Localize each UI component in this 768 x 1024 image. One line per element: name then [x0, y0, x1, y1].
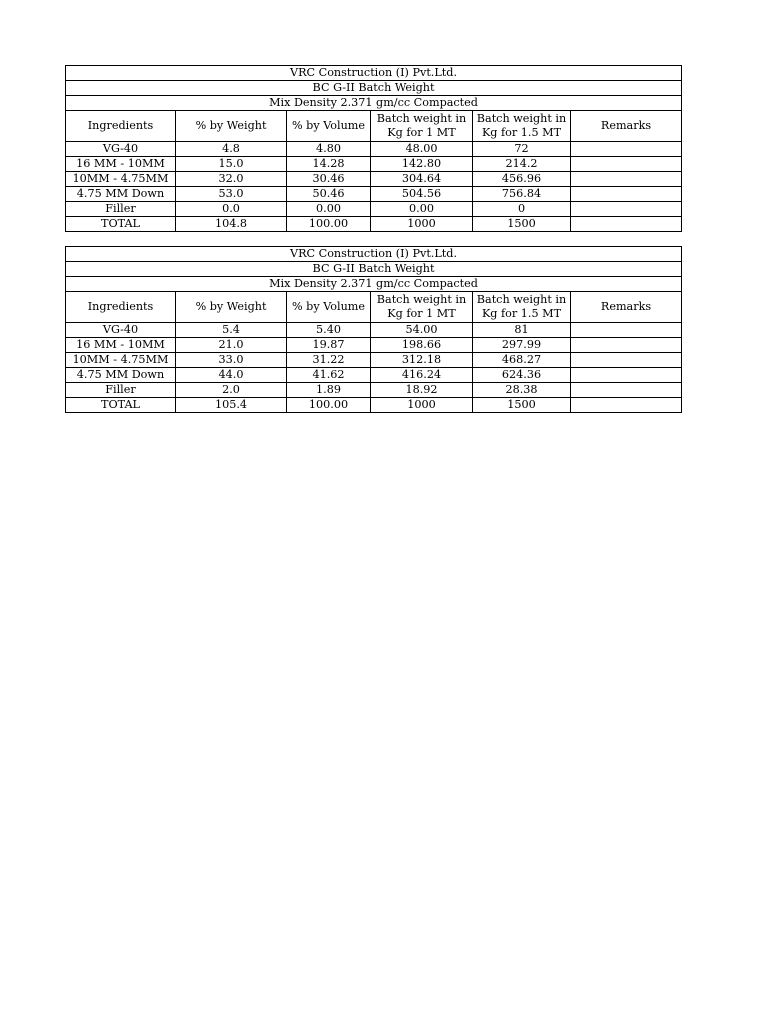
- cell-ingredient: 10MM - 4.75MM: [66, 353, 176, 368]
- cell-batch-15mt: 468.27: [473, 353, 571, 368]
- cell-batch-15mt: 456.96: [473, 172, 571, 187]
- header-batch-15mt: Batch weight in Kg for 1.5 MT: [473, 111, 571, 142]
- cell-batch-15mt: 1500: [473, 398, 571, 413]
- header-pct-weight: % by Weight: [176, 292, 287, 323]
- cell-pct-volume: 19.87: [287, 338, 371, 353]
- header-batch-1mt: Batch weight in Kg for 1 MT: [371, 292, 473, 323]
- cell-pct-volume: 0.00: [287, 202, 371, 217]
- cell-pct-volume: 100.00: [287, 398, 371, 413]
- cell-pct-volume: 100.00: [287, 217, 371, 232]
- cell-batch-1mt: 416.24: [371, 368, 473, 383]
- header-ingredients: Ingredients: [66, 292, 176, 323]
- table-row: [66, 383, 682, 398]
- header-pct-weight: % by Weight: [176, 111, 287, 142]
- cell-batch-1mt: 304.64: [371, 172, 473, 187]
- cell-ingredient: TOTAL: [66, 398, 176, 413]
- header-pct-volume: % by Volume: [287, 292, 371, 323]
- cell-remarks: [571, 338, 682, 353]
- cell-pct-volume: 1.89: [287, 383, 371, 398]
- cell-batch-15mt: 0: [473, 202, 571, 217]
- cell-remarks: [571, 202, 682, 217]
- cell-remarks: [571, 172, 682, 187]
- cell-pct-volume: 50.46: [287, 187, 371, 202]
- header-remarks: Remarks: [571, 292, 682, 323]
- cell-batch-15mt: 1500: [473, 217, 571, 232]
- cell-ingredient: VG-40: [66, 142, 176, 157]
- cell-batch-1mt: 18.92: [371, 383, 473, 398]
- total-row: [66, 217, 682, 232]
- table-row: [66, 187, 682, 202]
- cell-pct-weight: 32.0: [176, 172, 287, 187]
- cell-pct-volume: 5.40: [287, 323, 371, 338]
- table-row: [66, 368, 682, 383]
- cell-pct-volume: 30.46: [287, 172, 371, 187]
- cell-ingredient: 10MM - 4.75MM: [66, 172, 176, 187]
- table-row: [66, 353, 682, 368]
- cell-batch-1mt: 54.00: [371, 323, 473, 338]
- table-row: [66, 338, 682, 353]
- cell-batch-15mt: 624.36: [473, 368, 571, 383]
- cell-batch-1mt: 1000: [371, 398, 473, 413]
- cell-remarks: [571, 323, 682, 338]
- cell-batch-15mt: 756.84: [473, 187, 571, 202]
- cell-remarks: [571, 353, 682, 368]
- cell-pct-weight: 105.4: [176, 398, 287, 413]
- cell-remarks: [571, 157, 682, 172]
- mix-density: Mix Density 2.371 gm/cc Compacted: [66, 277, 682, 292]
- cell-batch-1mt: 0.00: [371, 202, 473, 217]
- cell-pct-weight: 4.8: [176, 142, 287, 157]
- cell-batch-15mt: 72: [473, 142, 571, 157]
- table-row: [66, 157, 682, 172]
- header-ingredients: Ingredients: [66, 111, 176, 142]
- cell-pct-weight: 33.0: [176, 353, 287, 368]
- cell-pct-weight: 53.0: [176, 187, 287, 202]
- cell-batch-1mt: 198.66: [371, 338, 473, 353]
- cell-remarks: [571, 217, 682, 232]
- cell-ingredient: VG-40: [66, 323, 176, 338]
- cell-ingredient: 4.75 MM Down: [66, 368, 176, 383]
- table-row: [66, 202, 682, 217]
- cell-batch-1mt: 48.00: [371, 142, 473, 157]
- table-title: BC G-II Batch Weight: [66, 81, 682, 96]
- cell-pct-volume: 41.62: [287, 368, 371, 383]
- table-title: BC G-II Batch Weight: [66, 262, 682, 277]
- cell-batch-1mt: 504.56: [371, 187, 473, 202]
- header-row: [66, 292, 682, 323]
- batch-weight-table-1: [65, 65, 682, 232]
- cell-pct-weight: 44.0: [176, 368, 287, 383]
- cell-pct-weight: 21.0: [176, 338, 287, 353]
- cell-pct-volume: 14.28: [287, 157, 371, 172]
- cell-batch-1mt: 142.80: [371, 157, 473, 172]
- header-remarks: Remarks: [571, 111, 682, 142]
- cell-pct-weight: 104.8: [176, 217, 287, 232]
- total-row: [66, 398, 682, 413]
- cell-ingredient: 4.75 MM Down: [66, 187, 176, 202]
- cell-remarks: [571, 383, 682, 398]
- cell-pct-weight: 5.4: [176, 323, 287, 338]
- cell-ingredient: Filler: [66, 202, 176, 217]
- cell-ingredient: 16 MM - 10MM: [66, 157, 176, 172]
- cell-remarks: [571, 368, 682, 383]
- header-row: [66, 111, 682, 142]
- cell-ingredient: 16 MM - 10MM: [66, 338, 176, 353]
- header-batch-15mt: Batch weight in Kg for 1.5 MT: [473, 292, 571, 323]
- cell-pct-volume: 4.80: [287, 142, 371, 157]
- cell-remarks: [571, 187, 682, 202]
- cell-remarks: [571, 398, 682, 413]
- header-pct-volume: % by Volume: [287, 111, 371, 142]
- table-row: [66, 323, 682, 338]
- header-batch-1mt: Batch weight in Kg for 1 MT: [371, 111, 473, 142]
- cell-pct-volume: 31.22: [287, 353, 371, 368]
- cell-batch-1mt: 312.18: [371, 353, 473, 368]
- company-name: VRC Construction (I) Pvt.Ltd.: [66, 247, 682, 262]
- mix-density: Mix Density 2.371 gm/cc Compacted: [66, 96, 682, 111]
- cell-pct-weight: 0.0: [176, 202, 287, 217]
- cell-batch-15mt: 28.38: [473, 383, 571, 398]
- company-name: VRC Construction (I) Pvt.Ltd.: [66, 66, 682, 81]
- table-row: [66, 172, 682, 187]
- cell-batch-1mt: 1000: [371, 217, 473, 232]
- cell-remarks: [571, 142, 682, 157]
- cell-ingredient: TOTAL: [66, 217, 176, 232]
- cell-pct-weight: 2.0: [176, 383, 287, 398]
- cell-ingredient: Filler: [66, 383, 176, 398]
- cell-batch-15mt: 297.99: [473, 338, 571, 353]
- table-row: [66, 142, 682, 157]
- cell-batch-15mt: 214.2: [473, 157, 571, 172]
- batch-weight-table-2: [65, 246, 682, 413]
- cell-batch-15mt: 81: [473, 323, 571, 338]
- cell-pct-weight: 15.0: [176, 157, 287, 172]
